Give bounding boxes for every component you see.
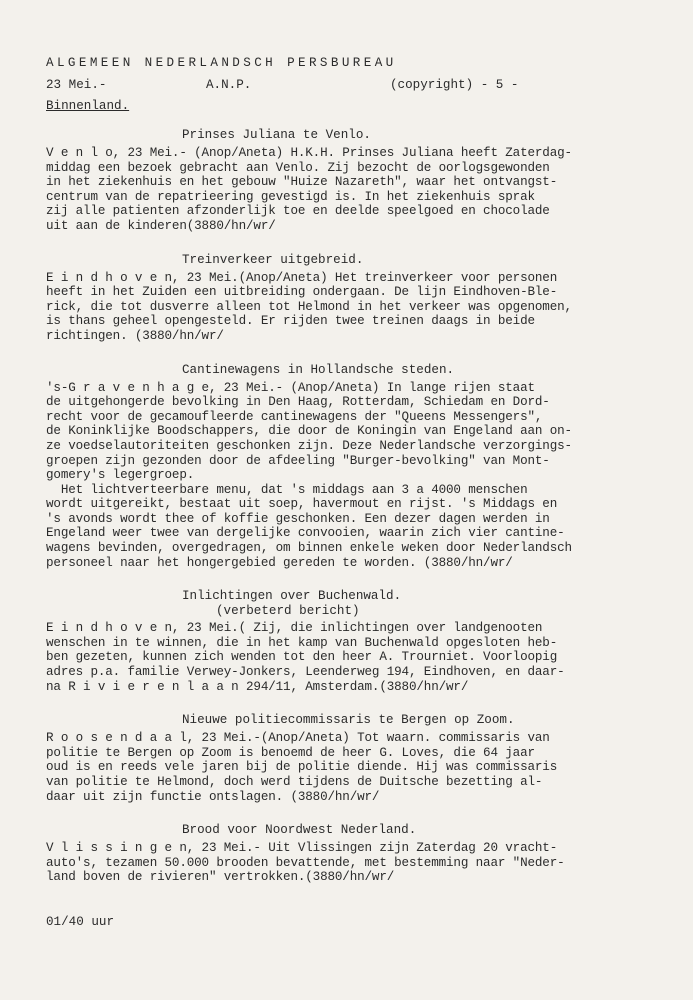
transmission-time: 01/40 uur: [46, 914, 115, 929]
text-line: in het ziekenhuis en het gebouw "Huize Nazareth", waar het ontvangst-: [46, 175, 558, 190]
text-line: V l i s s i n g e n, 23 Mei.- Uit Vlissingen zijn Zaterdag 20 vracht-: [46, 841, 558, 856]
text-line: E i n d h o v e n, 23 Mei.(Anop/Aneta) Het treinverkeer voor personen: [46, 270, 558, 285]
text-line: wenschen in te winnen, die in het kamp van Buchenwald opgesloten heb-: [46, 635, 558, 650]
article-title: Brood voor Noordwest Nederland.: [182, 823, 417, 838]
text-line: Engeland weer twee van dergelijke convooien, waarin zich vier cantine-: [46, 526, 565, 541]
text-line: adres p.a. familie Verwey-Jonkers, Leenderweg 194, Eindhoven, en daar-: [46, 665, 565, 680]
header-meta: [46, 78, 657, 92]
section-heading: Binnenland.: [46, 99, 130, 113]
article-body: [46, 841, 657, 885]
text-line: rick, die tot dusverre alleen tot Helmond in het verkeer was opgenomen,: [46, 299, 572, 314]
source-label: A.N.P.: [206, 78, 252, 92]
article-title: Inlichtingen over Buchenwald.: [182, 589, 402, 604]
text-line: 's-G r a v e n h a g e, 23 Mei.- (Anop/Aneta) In lange rijen staat: [46, 380, 535, 395]
text-line: is thans geheel opengesteld. Er rijden twee treinen daags in beide: [46, 314, 535, 329]
copyright-page-number: (copyright) - 5 -: [390, 78, 519, 92]
text-line: ben gezeten, kunnen zich wenden tot den heer A. Trourniet. Voorloopig: [46, 650, 558, 665]
article-title: Treinverkeer uitgebreid.: [182, 252, 364, 267]
article-body: [46, 621, 657, 694]
article-body: [46, 146, 657, 234]
text-line: Het lichtverteerbare menu, dat 's middags aan 3 a 4000 menschen: [46, 482, 528, 497]
text-line: zij alle patienten afzonderlijk toe en deelde speelgoed en chocolade: [46, 204, 550, 219]
text-line: V e n l o, 23 Mei.- (Anop/Aneta) H.K.H. Prinses Juliana heeft Zaterdag-: [46, 146, 572, 160]
text-line: recht voor de gecamoufleerde cantinewagens der "Queens Messengers",: [46, 409, 543, 424]
text-line: middag een bezoek gebracht aan Venlo. Zij bezocht de oorlogsgewonden: [46, 160, 550, 175]
text-line: daar uit zijn functie ontslagen. (3880/hn/wr/: [46, 789, 380, 804]
text-line: centrum van de repatrieering gevestigd is. In het ziekenhuis sprak: [46, 189, 535, 204]
article-subtitle: (verbeterd bericht): [216, 604, 360, 619]
text-line: gomery's legergroep.: [46, 468, 195, 483]
text-line: E i n d h o v e n, 23 Mei.( Zij, die inlichtingen over landgenooten: [46, 621, 543, 636]
text-line: wagens bevinden, overgedragen, om binnen enkele weken door Nederlandsch: [46, 541, 572, 556]
article-body: [46, 271, 657, 344]
article-title: Cantinewagens in Hollandsche steden.: [182, 362, 455, 377]
text-line: land boven de rivieren" vertrokken.(3880/hn/wr/: [46, 870, 395, 885]
article-title: Nieuwe politiecommissaris te Bergen op Zoom.: [182, 713, 515, 728]
text-line: van politie te Helmond, doch werd tijdens de Duitsche bezetting al-: [46, 775, 543, 789]
text-line: R o o s e n d a a l, 23 Mei.-(Anop/Aneta) Tot waarn. commissaris van: [46, 731, 550, 746]
article-body: [46, 381, 657, 571]
text-line: uit aan de kinderen(3880/hn/wr/: [46, 218, 276, 233]
text-line: auto's, tezamen 50.000 brooden bevattende, met bestemming naar "Neder-: [46, 855, 565, 870]
text-line: personeel naar het hongergebied gereden te worden. (3880/hn/wr/: [46, 555, 513, 570]
article-body: [46, 731, 657, 804]
text-line: 's avonds wordt thee of koffie geschonken. Een dezer dagen werden in: [46, 511, 550, 526]
article-title: Prinses Juliana te Venlo.: [182, 128, 371, 142]
text-line: oud is en reeds vele jaren bij de politie diende. Hij was commissaris: [46, 760, 558, 775]
text-line: wordt uitgereikt, bestaat uit soep, havermout en rijst. 's Middags en: [46, 497, 558, 512]
text-line: politie te Bergen op Zoom is benoemd de heer G. Loves, die 64 jaar: [46, 745, 535, 760]
text-line: heeft in het Zuiden een uitbreiding ondergaan. De lijn Eindhoven-Ble-: [46, 285, 558, 300]
text-line: groepen zijn gezonden door de afdeeling "Burger-bevolking" van Mont-: [46, 453, 550, 468]
text-line: de Koninklijke Boodschappers, die door de Koningin van Engeland aan on-: [46, 424, 572, 439]
bulletin-date: 23 Mei.-: [46, 78, 107, 92]
text-line: richtingen. (3880/hn/wr/: [46, 328, 224, 343]
text-line: ze voedselautoriteiten geschonken zijn. Deze Nederlandsche verzorgings-: [46, 438, 572, 453]
text-line: de uitgehongerde bevolking in Den Haag, Rotterdam, Schiedam en Dord-: [46, 395, 550, 410]
agency-name: ALGEMEEN NEDERLANDSCH PERSBUREAU: [46, 56, 397, 70]
text-line: na R i v i e r e n l a a n 294/11, Amsterdam.(3880/hn/wr/: [46, 679, 469, 694]
